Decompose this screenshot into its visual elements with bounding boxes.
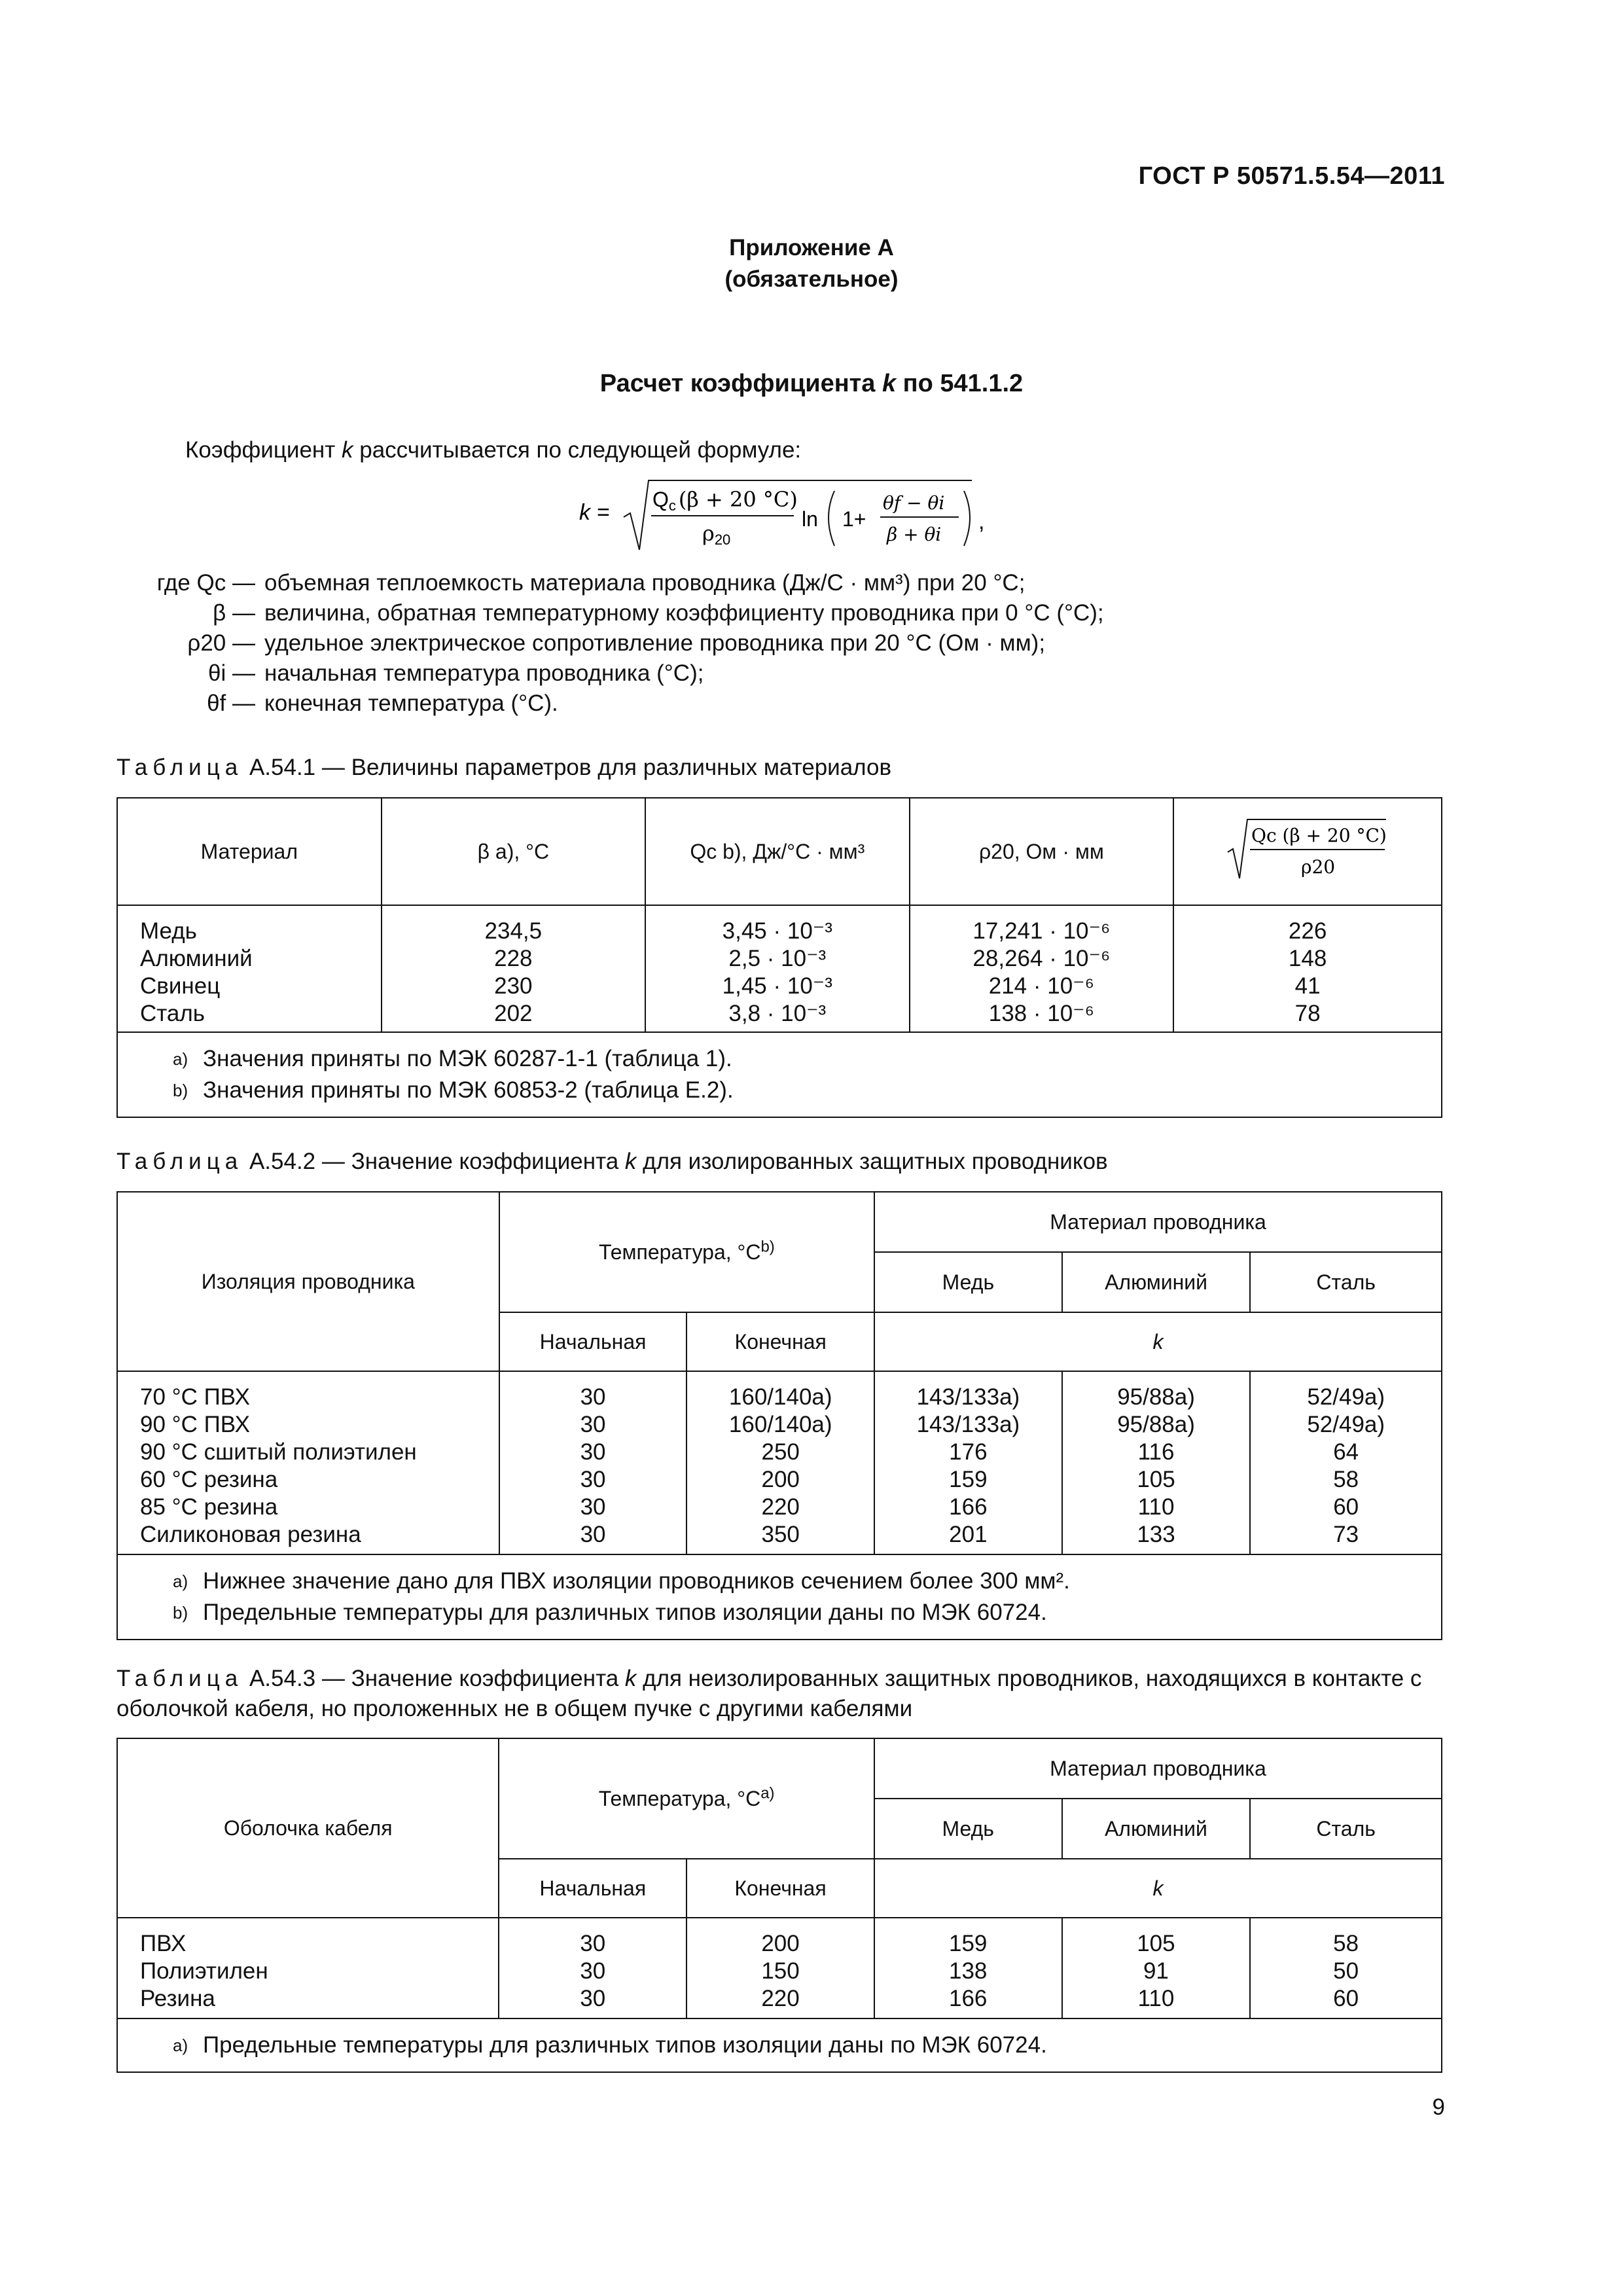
cell-copper: 143/133а) xyxy=(916,1412,1020,1437)
steel-column xyxy=(1250,1918,1442,2018)
cell-qc: 3,45 · 10⁻³ xyxy=(722,918,832,944)
cell-initial: 30 xyxy=(580,1412,606,1437)
cell-qc: 1,45 · 10⁻³ xyxy=(722,973,832,999)
caption-text: А.54.2 — Значение коэффициента xyxy=(243,1149,625,1174)
footnote xyxy=(173,2030,1441,2061)
formula-q: Qc (β + 20 °C) xyxy=(652,487,798,514)
footnote-text: Значения приняты по МЭК 60853-2 (таблица Е.2). xyxy=(203,1077,734,1103)
header-final: Конечная xyxy=(687,1312,874,1371)
cell-copper: 166 xyxy=(949,1986,988,2011)
cell-ratio: 78 xyxy=(1294,1001,1321,1026)
cell-qc: 2,5 · 10⁻³ xyxy=(728,946,827,971)
cell-material: Сталь xyxy=(140,1001,205,1026)
table2-notes-row xyxy=(117,1554,1442,1640)
cell-final: 350 xyxy=(761,1522,800,1547)
cell-final: 220 xyxy=(761,1986,800,2011)
definition-row xyxy=(116,598,1104,628)
table3-caption xyxy=(116,1664,1445,1724)
cell-copper: 201 xyxy=(949,1522,988,1547)
intro-k: k xyxy=(342,437,353,463)
definition-text: конечная температура (°С). xyxy=(264,691,558,716)
header-steel: Сталь xyxy=(1250,1799,1442,1859)
cell-initial: 30 xyxy=(580,1522,606,1547)
cell-aluminium: 91 xyxy=(1143,1958,1169,1984)
annex-title: Приложение А xyxy=(729,235,894,260)
title-k: k xyxy=(882,370,897,397)
formula-one: 1+ xyxy=(842,507,866,531)
caption-text-end: для неизолированных защитных проводников, находящихся в контакте с оболочкой кабеля, но проложенных не в общем пучке с другими кабелями xyxy=(116,1666,1422,1721)
caption-word: Таблица xyxy=(116,1149,243,1174)
section-title xyxy=(0,370,1623,398)
cell-copper: 176 xyxy=(949,1439,988,1465)
header-insulation: Изоляция проводника xyxy=(117,1192,499,1371)
temperature-mark: а) xyxy=(760,1784,775,1802)
table2-notes xyxy=(117,1554,1442,1640)
formula-lhs: k = xyxy=(579,500,610,525)
footnote-text: Значения приняты по МЭК 60287-1-1 (таблица 1). xyxy=(203,1046,732,1071)
cell-steel: 52/49а) xyxy=(1307,1412,1385,1437)
table1 xyxy=(116,797,1442,1118)
material-column xyxy=(117,905,382,1032)
copper-column xyxy=(874,1371,1062,1554)
copper-column xyxy=(874,1918,1062,2018)
footnote-mark: b) xyxy=(173,1603,188,1623)
header-qc: Qc b), Дж/°С · мм³ xyxy=(645,798,910,905)
caption-word: Таблица xyxy=(116,755,243,780)
page-number: 9 xyxy=(1432,2094,1445,2120)
cell-steel: 60 xyxy=(1333,1494,1359,1520)
cell-material: Алюминий xyxy=(140,946,253,971)
table1-notes-row xyxy=(117,1032,1442,1117)
temperature-label: Температура, °С xyxy=(598,1786,761,1810)
definition-row xyxy=(116,658,1104,689)
cell-ratio: 41 xyxy=(1294,973,1321,999)
footnote xyxy=(173,1597,1441,1628)
cell-aluminium: 95/88а) xyxy=(1117,1412,1195,1437)
header-material: Материал xyxy=(117,798,382,905)
paren-left xyxy=(829,491,834,546)
formula-fden: β + θi xyxy=(887,524,942,545)
cell-initial: 30 xyxy=(580,1931,606,1956)
table2-caption xyxy=(116,1147,1445,1177)
cell-steel: 60 xyxy=(1333,1986,1359,2011)
definition-row xyxy=(116,568,1104,598)
cell-name: Силиконовая резина xyxy=(140,1522,361,1547)
cell-beta: 234,5 xyxy=(484,918,543,944)
standard-number: ГОСТ Р 50571.5.54—2011 xyxy=(1138,162,1445,190)
paren-right xyxy=(964,491,970,546)
aluminium-column xyxy=(1062,1918,1251,2018)
table2 xyxy=(116,1191,1442,1640)
formula-rho: ρ20 xyxy=(702,521,731,548)
beta-column xyxy=(382,905,645,1032)
table3-body-row xyxy=(117,1918,1442,2018)
title-text-end: по 541.1.2 xyxy=(896,370,1024,397)
header-temperature xyxy=(499,1192,874,1312)
table2-body-row xyxy=(117,1371,1442,1554)
definitions-list xyxy=(116,568,1104,719)
cell-name: 85 °С резина xyxy=(140,1494,278,1520)
header-initial: Начальная xyxy=(499,1859,687,1918)
header-copper: Медь xyxy=(874,1252,1062,1312)
header-copper: Медь xyxy=(874,1799,1062,1859)
cell-name: 90 °С сшитый полиэтилен xyxy=(140,1439,417,1465)
footnote-text: Предельные температуры для различных типов изоляции даны по МЭК 60724. xyxy=(203,1600,1047,1625)
cell-final: 160/140а) xyxy=(728,1412,832,1437)
cell-initial: 30 xyxy=(580,1439,606,1465)
annex-status: (обязательное) xyxy=(724,266,899,292)
definition-text: величина, обратная температурному коэффициенту проводника при 0 °С (°С); xyxy=(264,600,1104,626)
cell-initial: 30 xyxy=(580,1986,606,2011)
ratio-denominator: ρ20 xyxy=(1301,856,1336,878)
definition-row xyxy=(116,628,1104,658)
cell-name: 60 °С резина xyxy=(140,1467,278,1492)
cell-initial: 30 xyxy=(580,1958,606,1984)
definition-row xyxy=(116,689,1104,719)
title-text: Расчет коэффициента xyxy=(599,370,882,397)
footnote-mark: а) xyxy=(173,1571,188,1591)
temperature-mark: b) xyxy=(760,1237,775,1255)
cell-initial: 30 xyxy=(580,1494,606,1520)
table3-notes-row xyxy=(117,2018,1442,2072)
insulation-column xyxy=(117,1371,499,1554)
cell-initial: 30 xyxy=(580,1384,606,1410)
table1-body-row xyxy=(117,905,1442,1032)
definition-text: объемная теплоемкость материала проводника (Дж/С · мм³) при 20 °С; xyxy=(264,570,1026,596)
definition-symbol: θi — xyxy=(208,660,255,686)
rho-column xyxy=(910,905,1174,1032)
header-steel: Сталь xyxy=(1250,1252,1442,1312)
cell-rho: 28,264 · 10⁻⁶ xyxy=(972,946,1111,971)
cell-final: 250 xyxy=(761,1439,800,1465)
header-initial: Начальная xyxy=(499,1312,687,1371)
footnote-text: Предельные температуры для различных типов изоляции даны по МЭК 60724. xyxy=(203,2032,1047,2058)
caption-text-end: для изолированных защитных проводников xyxy=(636,1149,1108,1174)
footnote xyxy=(173,1075,1441,1106)
caption-word: Таблица xyxy=(116,1666,243,1691)
header-final: Конечная xyxy=(687,1859,874,1918)
cell-copper: 138 xyxy=(949,1958,988,1984)
cell-final: 200 xyxy=(761,1467,800,1492)
cell-name: Полиэтилен xyxy=(140,1958,268,1984)
cell-steel: 64 xyxy=(1333,1439,1359,1465)
cell-name: ПВХ xyxy=(140,1931,187,1956)
ratio-column xyxy=(1173,905,1442,1032)
cell-aluminium: 110 xyxy=(1137,1986,1175,2011)
formula-fnum: θf − θi xyxy=(883,492,945,514)
cell-name: 70 °С ПВХ xyxy=(140,1384,250,1410)
header-ratio xyxy=(1173,798,1442,905)
cell-steel: 52/49а) xyxy=(1307,1384,1385,1410)
intro-text-end: рассчитывается по следующей формуле: xyxy=(353,437,802,463)
cell-beta: 230 xyxy=(494,973,533,999)
cell-final: 150 xyxy=(761,1958,800,1984)
definition-text: удельное электрическое сопротивление проводника при 20 °С (Ом · мм); xyxy=(264,630,1046,656)
sheath-column xyxy=(117,1918,499,2018)
final-column xyxy=(687,1371,874,1554)
header-aluminium: Алюминий xyxy=(1062,1252,1251,1312)
footnote xyxy=(173,1566,1441,1597)
cell-beta: 228 xyxy=(494,946,533,971)
cell-rho: 17,241 · 10⁻⁶ xyxy=(972,918,1111,944)
cell-material: Медь xyxy=(140,918,197,944)
table3-notes xyxy=(117,2018,1442,2072)
cell-aluminium: 95/88а) xyxy=(1117,1384,1195,1410)
caption-text: А.54.1 — Величины параметров для различных материалов xyxy=(243,755,892,780)
temperature-label: Температура, °С xyxy=(598,1240,761,1264)
caption-text: А.54.3 — Значение коэффициента xyxy=(243,1666,625,1691)
cell-steel: 50 xyxy=(1333,1958,1359,1984)
cell-steel: 58 xyxy=(1333,1467,1359,1492)
header-rho: ρ20, Ом · мм xyxy=(910,798,1174,905)
definition-symbol: β — xyxy=(213,600,255,626)
cell-steel: 73 xyxy=(1333,1522,1359,1547)
cell-copper: 143/133а) xyxy=(916,1384,1020,1410)
cell-aluminium: 133 xyxy=(1137,1522,1175,1547)
header-material: Материал проводника xyxy=(874,1738,1442,1799)
table1-caption xyxy=(116,753,1445,783)
steel-column xyxy=(1250,1371,1442,1554)
table1-header-row xyxy=(117,798,1442,905)
cell-beta: 202 xyxy=(494,1001,533,1026)
final-column xyxy=(687,1918,874,2018)
header-k: k xyxy=(874,1312,1442,1371)
table2-header-row-1 xyxy=(117,1192,1442,1252)
definition-symbol: ρ20 — xyxy=(187,630,255,656)
cell-final: 220 xyxy=(761,1494,800,1520)
cell-copper: 159 xyxy=(949,1931,988,1956)
cell-rho: 214 · 10⁻⁶ xyxy=(988,973,1095,999)
cell-aluminium: 105 xyxy=(1137,1467,1175,1492)
caption-k: k xyxy=(624,1666,637,1691)
cell-qc: 3,8 · 10⁻³ xyxy=(728,1001,827,1026)
formula-ln: ln xyxy=(802,507,818,531)
cell-material: Свинец xyxy=(140,973,221,999)
footnote-text: Нижнее значение дано для ПВХ изоляции проводников сечением более 300 мм². xyxy=(203,1568,1070,1594)
cell-copper: 159 xyxy=(949,1467,988,1492)
cell-name: Резина xyxy=(140,1986,215,2011)
annex-heading xyxy=(0,232,1623,295)
header-sheath: Оболочка кабеля xyxy=(117,1738,499,1918)
header-temperature xyxy=(499,1738,874,1859)
cell-aluminium: 116 xyxy=(1137,1439,1175,1465)
intro-text: Коэффициент xyxy=(185,437,342,463)
cell-aluminium: 105 xyxy=(1137,1931,1175,1956)
qc-column xyxy=(645,905,910,1032)
cell-final: 160/140а) xyxy=(728,1384,832,1410)
initial-column xyxy=(499,1371,687,1554)
intro-paragraph xyxy=(185,437,801,463)
cell-rho: 138 · 10⁻⁶ xyxy=(988,1001,1095,1026)
table1-notes xyxy=(117,1032,1442,1117)
header-aluminium: Алюминий xyxy=(1062,1799,1251,1859)
k-formula xyxy=(573,473,1031,558)
formula-tail: , xyxy=(978,509,985,534)
footnote xyxy=(173,1043,1441,1075)
aluminium-column xyxy=(1062,1371,1251,1554)
ratio-numerator: Qc (β + 20 °C) xyxy=(1251,825,1387,846)
cell-initial: 30 xyxy=(580,1467,606,1492)
footnote-mark: а) xyxy=(173,1049,188,1069)
cell-ratio: 148 xyxy=(1288,946,1327,971)
definition-symbol: θf — xyxy=(207,691,255,716)
cell-name: 90 °С ПВХ xyxy=(140,1412,250,1437)
caption-k: k xyxy=(624,1149,637,1174)
table3 xyxy=(116,1738,1442,2073)
cell-steel: 58 xyxy=(1333,1931,1359,1956)
ratio-formula xyxy=(1222,813,1393,885)
cell-final: 200 xyxy=(761,1931,800,1956)
header-beta: β а), °С xyxy=(382,798,645,905)
cell-aluminium: 110 xyxy=(1137,1494,1175,1520)
header-k: k xyxy=(874,1859,1442,1918)
footnote-mark: b) xyxy=(173,1081,188,1100)
footnote-mark: а) xyxy=(173,2036,188,2055)
definition-symbol: где Qc — xyxy=(156,570,255,596)
table3-header-row-1 xyxy=(117,1738,1442,1799)
cell-ratio: 226 xyxy=(1288,918,1327,944)
initial-column xyxy=(499,1918,687,2018)
header-material: Материал проводника xyxy=(874,1192,1442,1252)
definition-text: начальная температура проводника (°С); xyxy=(264,660,704,686)
cell-copper: 166 xyxy=(949,1494,988,1520)
